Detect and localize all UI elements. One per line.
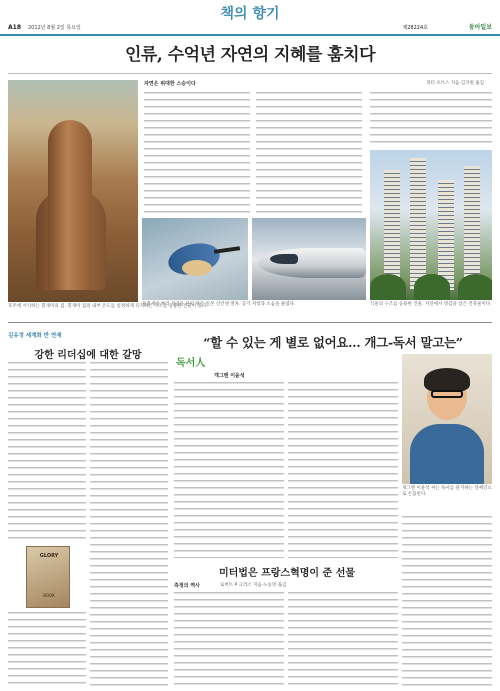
interviewee-portrait [402, 354, 492, 484]
portrait-caption: 개그맨 이윤석 씨는 독서를 즐겨하는 연예인으로 손꼽힌다. [402, 486, 492, 497]
interview-headline: “할 수 있는 게 별로 없어요… 개그-독서 말고는” [203, 335, 463, 350]
train-window-shape [270, 254, 298, 264]
newspaper-logo: 동아일보 [468, 24, 492, 31]
bird-belly-shape [182, 260, 212, 276]
left-article-headline: 강한 리더십에 대한 갈망 [34, 350, 142, 361]
shirt-shape [410, 424, 484, 484]
tree-shape [458, 274, 492, 300]
left-body-column-1 [8, 362, 86, 542]
termite-mound-photo [8, 80, 138, 302]
interview-body-column-2 [288, 382, 398, 558]
left-body-column-1b [8, 612, 86, 687]
interview-body-column-1 [174, 382, 284, 558]
interview-body-column-3 [402, 516, 492, 687]
mid-body-column-1 [174, 592, 284, 687]
train-nose-shape [258, 248, 366, 278]
main-body-column-3 [370, 92, 492, 146]
tower-shape [384, 170, 400, 290]
book-subtitle: 자연은 위대한 스승이다 [144, 81, 196, 87]
left-section-label: 김유정 세계화 반 연재 [8, 333, 62, 339]
termite-photo-caption: 호주에 서식하는 흰개미의 집. 흰개미 집의 내부 온도를 일정하게 유지하는 구조를 응용한 건물이 있다. [8, 304, 208, 309]
main-body-column-2 [256, 92, 362, 214]
mound-spire-shape [48, 120, 92, 290]
page-number: A18 [8, 24, 21, 31]
book-author-line: 피터 포브스 지음·김지원 옮김 [426, 81, 484, 86]
header-rule [0, 34, 500, 36]
mid-article-headline: 미터법은 프랑스혁명이 준 선물 [218, 568, 356, 579]
tower-shape [410, 158, 426, 290]
issue-number: 제28224호 [402, 25, 428, 31]
tree-shape [414, 274, 450, 300]
mid-body-column-2 [288, 592, 398, 687]
bullet-train-photo [252, 218, 366, 300]
tower-shape [438, 180, 454, 290]
page-header [0, 0, 500, 36]
interviewee-name: 개그맨 이윤석 [214, 373, 245, 379]
book-cover-title: GLORY [39, 553, 59, 559]
headline-rule [8, 73, 492, 74]
mid-book-title: 측정의 역사 [174, 583, 200, 589]
reading-person-logo-text: 독서人 [176, 358, 206, 369]
left-body-column-2 [90, 362, 168, 687]
bird-beak-shape [214, 246, 240, 254]
article-meta [144, 80, 484, 88]
main-headline: 인류, 수억년 자연의 지혜를 훔치다 [125, 45, 375, 65]
buildings-photo-caption: 식물의 구조를 응용한 건물. 자연에서 영감을 얻은 건축물이다. [370, 302, 492, 307]
bird-train-caption: 물총새의 부리 모양을 본떠 만든 일본 신칸센 열차. 공기 저항과 소음을 줄였다. [142, 302, 296, 307]
reading-person-logo [176, 354, 206, 384]
kingfisher-photo [142, 218, 248, 300]
section-divider [8, 322, 492, 323]
section-title: 책의 향기 [220, 6, 280, 22]
book-cover-subtitle: BOOK [43, 593, 55, 598]
mid-book-author-line: 로버트 P 크리스 지음·노승영 옮김 [220, 583, 287, 588]
glasses-shape [431, 390, 463, 398]
main-body-column-1 [144, 92, 250, 214]
tree-shape [370, 274, 406, 300]
biomimetic-buildings-photo [370, 150, 492, 300]
book-cover-image [26, 546, 70, 608]
publication-date: 2012년 8월 2일 목요일 [28, 25, 81, 31]
tower-shape [464, 166, 480, 290]
hair-shape [424, 368, 470, 392]
